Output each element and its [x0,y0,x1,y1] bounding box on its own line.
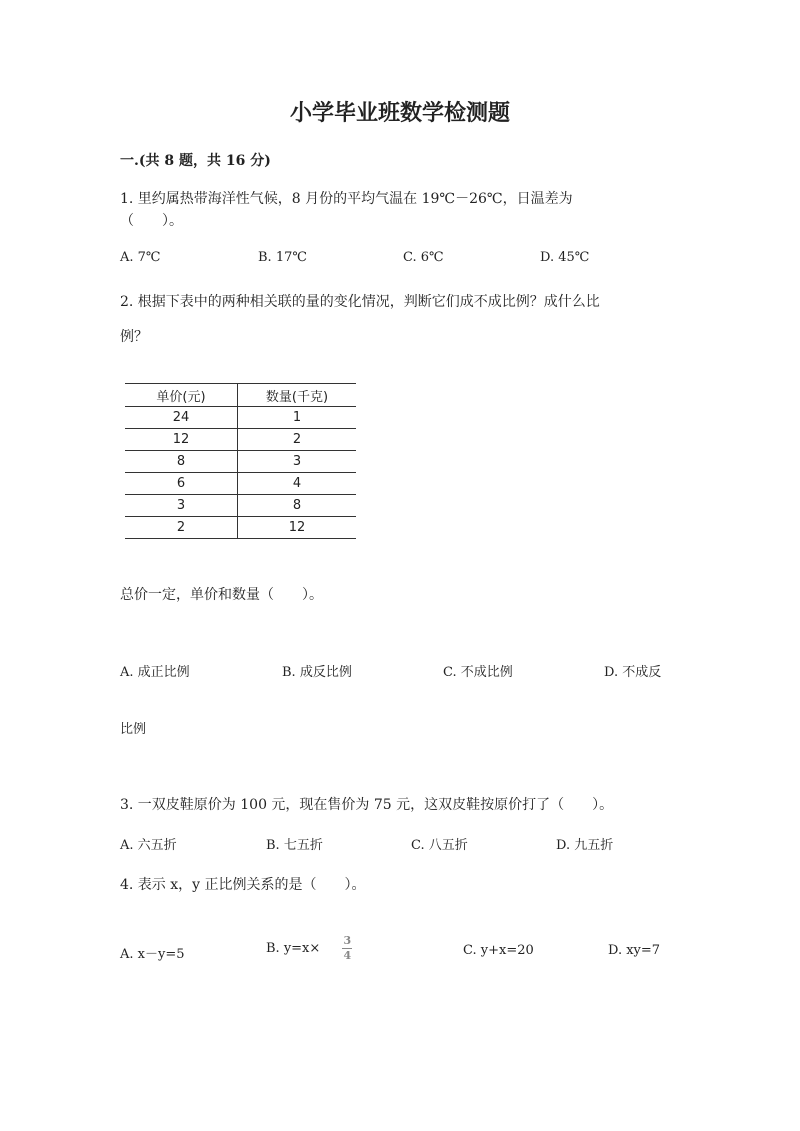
table-row [125,473,356,495]
table-cell: 2 [238,429,357,451]
fraction-denominator: 4 [343,949,352,962]
price-quantity-table [125,383,356,539]
question-4-option-a: A. x－y=5 [120,947,185,962]
table-row [125,495,356,517]
table-cell: 6 [125,473,238,495]
table-header-price: 单价(元) [125,384,238,407]
question-2-option-d-cont: 比例 [120,722,147,737]
question-1-option-a: A. 7℃ [120,250,161,265]
question-1-option-b: B. 17℃ [258,250,307,265]
question-3-text: 3. 一双皮鞋原价为 100 元，现在售价为 75 元，这双皮鞋按原价打了（ ）。 [120,797,614,813]
table-cell: 8 [125,451,238,473]
question-4-option-c: C. y+x=20 [463,943,534,958]
question-4-option-b [266,935,352,962]
question-2-text-cont: 例？ [120,329,148,345]
table-cell: 1 [238,407,357,429]
question-2-stem: 总价一定，单价和数量（ ）。 [120,587,323,603]
question-2-option-c: C. 不成比例 [443,665,513,680]
table-cell: 24 [125,407,238,429]
question-1-text: 1. 里约属热带海洋性气候，8 月份的平均气温在 19℃－26℃，日温差为 [120,191,573,207]
table-header-row [125,384,356,407]
question-2-text: 2. 根据下表中的两种相关联的量的变化情况，判断它们成不成比例？成什么比 [120,294,600,310]
question-4-text: 4. 表示 x，y 正比例关系的是（ ）。 [120,877,366,893]
page-title: 小学毕业班数学检测题 [289,100,510,126]
table-header-quantity: 数量(千克) [238,384,357,407]
question-4-option-b-label: B. y=x× [266,940,321,956]
question-1-option-d: D. 45℃ [540,250,590,265]
table-row [125,517,356,539]
table-cell: 12 [238,517,357,539]
question-1-text-cont: （ ）。 [120,213,183,229]
table-cell: 8 [238,495,357,517]
table-row [125,451,356,473]
table-cell: 2 [125,517,238,539]
fraction [342,935,352,962]
table-row [125,429,356,451]
question-2-option-a: A. 成正比例 [120,665,190,680]
table-cell: 3 [238,451,357,473]
question-3-option-b: B. 七五折 [266,838,323,853]
table-cell: 4 [238,473,357,495]
table-cell: 3 [125,495,238,517]
fraction-numerator: 3 [343,934,352,947]
question-3-option-a: A. 六五折 [120,838,177,853]
question-3-option-c: C. 八五折 [411,838,468,853]
question-1-option-c: C. 6℃ [403,250,444,265]
question-2-option-b: B. 成反比例 [282,665,352,680]
section-heading: 一.(共 8 题，共 16 分) [120,153,271,169]
table-row [125,407,356,429]
question-2-option-d: D. 不成反 [604,665,662,680]
question-3-option-d: D. 九五折 [556,838,614,853]
question-4-option-d: D. xy=7 [608,943,661,958]
table-cell: 12 [125,429,238,451]
